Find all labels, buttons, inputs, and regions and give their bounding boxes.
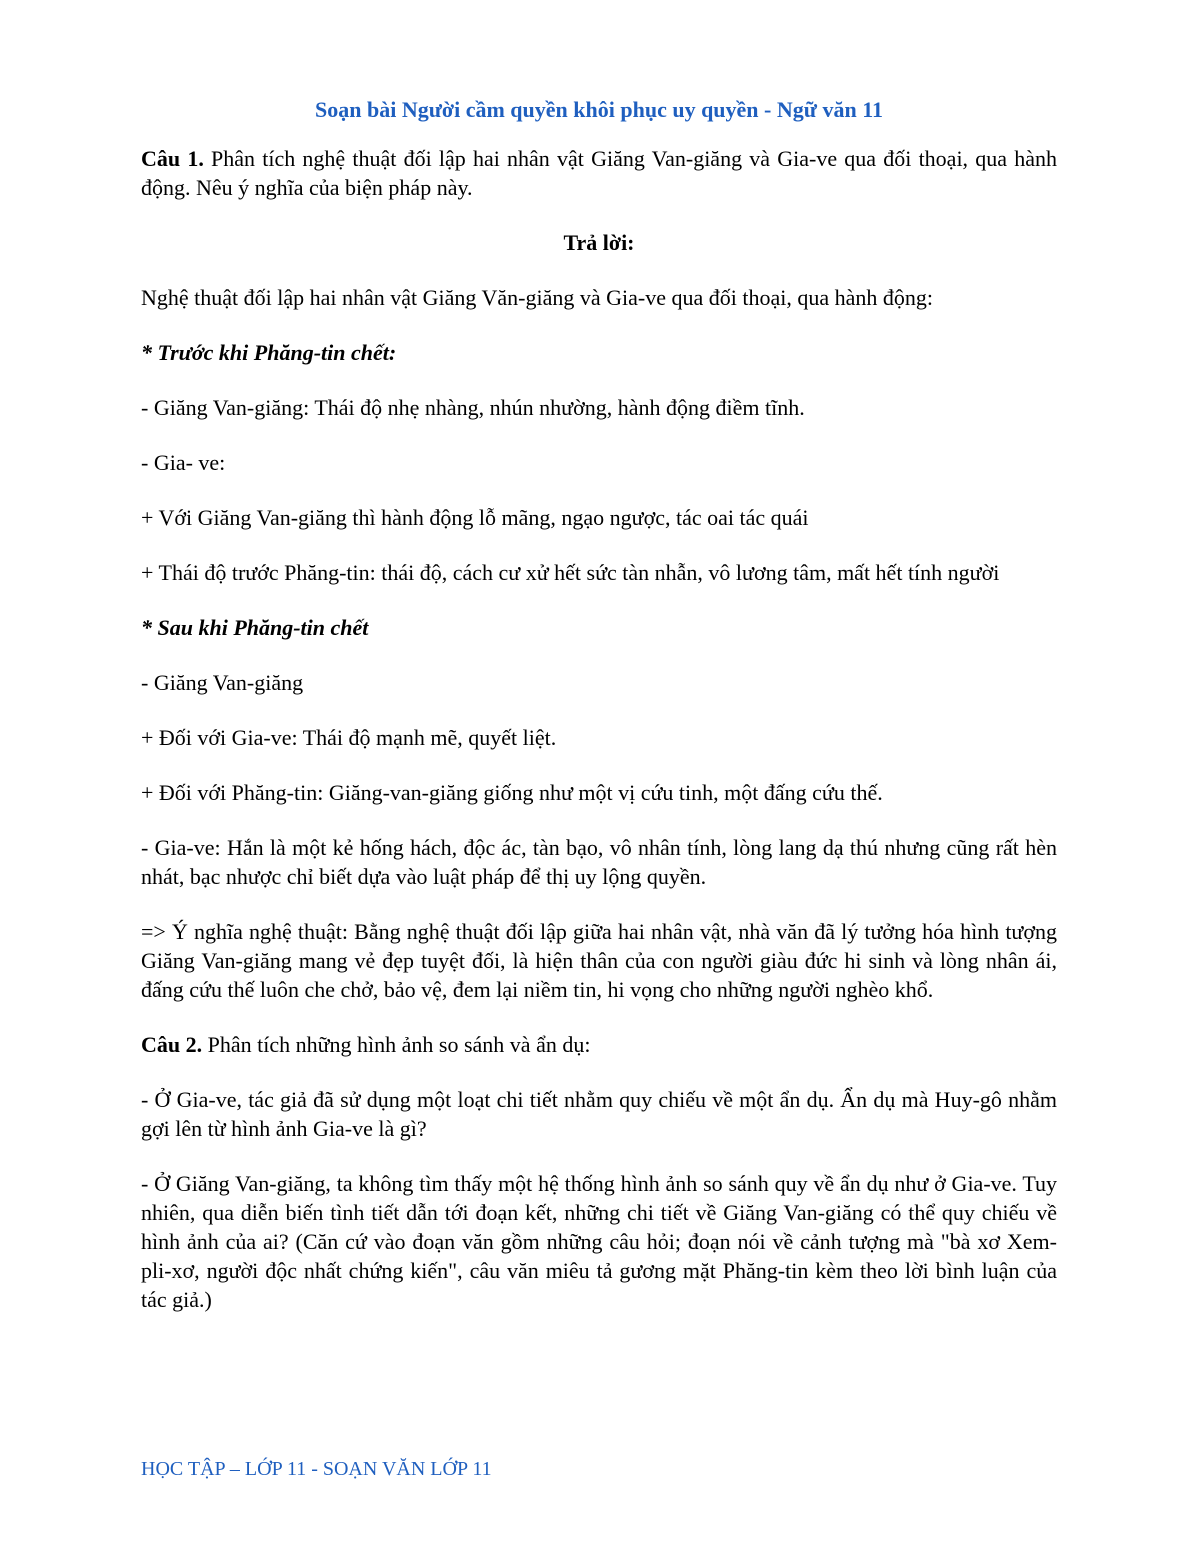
section-before-heading: * Trước khi Phăng-tin chết: [141,340,397,365]
before-javert-point-1: + Với Giăng Van-giăng thì hành động lỗ mãng, ngạo ngược, tác oai tác quái [141,505,809,530]
before-valjean: - Giăng Van-giăng: Thái độ nhẹ nhàng, nhún nhường, hành động điềm tĩnh. [141,395,805,420]
section-after-heading: * Sau khi Phăng-tin chết [141,615,369,640]
before-javert: - Gia- ve: [141,450,226,475]
after-valjean-point-2: + Đối với Phăng-tin: Giăng-van-giăng giống như một vị cứu tinh, một đấng cứu thế. [141,780,883,805]
question-2-javert: - Ở Gia-ve, tác giả đã sử dụng một loạt chi tiết nhằm quy chiếu về một ẩn dụ. Ẩn dụ mà Huy-gô nhằm gợi lên từ hình ảnh Gia-ve là gì? [141,1087,1057,1141]
question-2-valjean: - Ở Giăng Van-giăng, ta không tìm thấy một hệ thống hình ảnh so sánh quy về ẩn dụ như ở Gia-ve. Tuy nhiên, qua diễn biến tình tiết dẫn tới đoạn kết, những chi tiết về Giăng Van-giăng có thể quy chiếu về hình ảnh của ai? (Căn cứ vào đoạn văn gồm những câu hỏi; đoạn nói về cảnh tượng mà "bà xơ Xem-pli-xơ, người độc nhất chứng kiến", câu văn miêu tả gương mặt Phăng-tin kèm theo lời bình luận của tác giả.) [141,1171,1057,1312]
document-title: Soạn bài Người cầm quyền khôi phục uy quyền - Ngữ văn 11 [315,97,883,122]
document-page [141,92,1057,1340]
question-2 [141,1030,1057,1059]
question-1-text: Phân tích nghệ thuật đối lập hai nhân vật Giăng Van-giăng và Gia-ve qua đối thoại, qua hành động. Nêu ý nghĩa của biện pháp này. [141,146,1057,200]
after-valjean: - Giăng Van-giăng [141,670,304,695]
artistic-meaning: => Ý nghĩa nghệ thuật: Bằng nghệ thuật đối lập giữa hai nhân vật, nhà văn đã lý tưởng hóa hình tượng Giăng Van-giăng mang vẻ đẹp tuyệt đối, là hiện thân của con người giàu đức hi sinh và lòng nhân ái, đấng cứu thế luôn che chở, bảo vệ, đem lại niềm tin, hi vọng cho những người nghèo khổ. [141,919,1057,1002]
question-2-label: Câu 2. [141,1032,203,1057]
after-javert: - Gia-ve: Hắn là một kẻ hống hách, độc ác, tàn bạo, vô nhân tính, lòng lang dạ thú nhưng cũng rất hèn nhát, bạc nhược chỉ biết dựa vào luật pháp để thị uy lộng quyền. [141,835,1057,889]
question-1-label: Câu 1. [141,146,204,171]
intro-paragraph: Nghệ thuật đối lập hai nhân vật Giăng Văn-giăng và Gia-ve qua đối thoại, qua hành động: [141,285,933,310]
after-valjean-point-1: + Đối với Gia-ve: Thái độ mạnh mẽ, quyết liệt. [141,725,557,750]
question-1 [141,144,1057,202]
page-footer: HỌC TẬP – LỚP 11 - SOẠN VĂN LỚP 11 [141,1458,492,1480]
question-2-text: Phân tích những hình ảnh so sánh và ẩn dụ: [202,1032,591,1057]
answer-heading: Trả lời: [563,230,635,255]
before-javert-point-2: + Thái độ trước Phăng-tin: thái độ, cách cư xử hết sức tàn nhẫn, vô lương tâm, mất hết tính người [141,560,1000,585]
